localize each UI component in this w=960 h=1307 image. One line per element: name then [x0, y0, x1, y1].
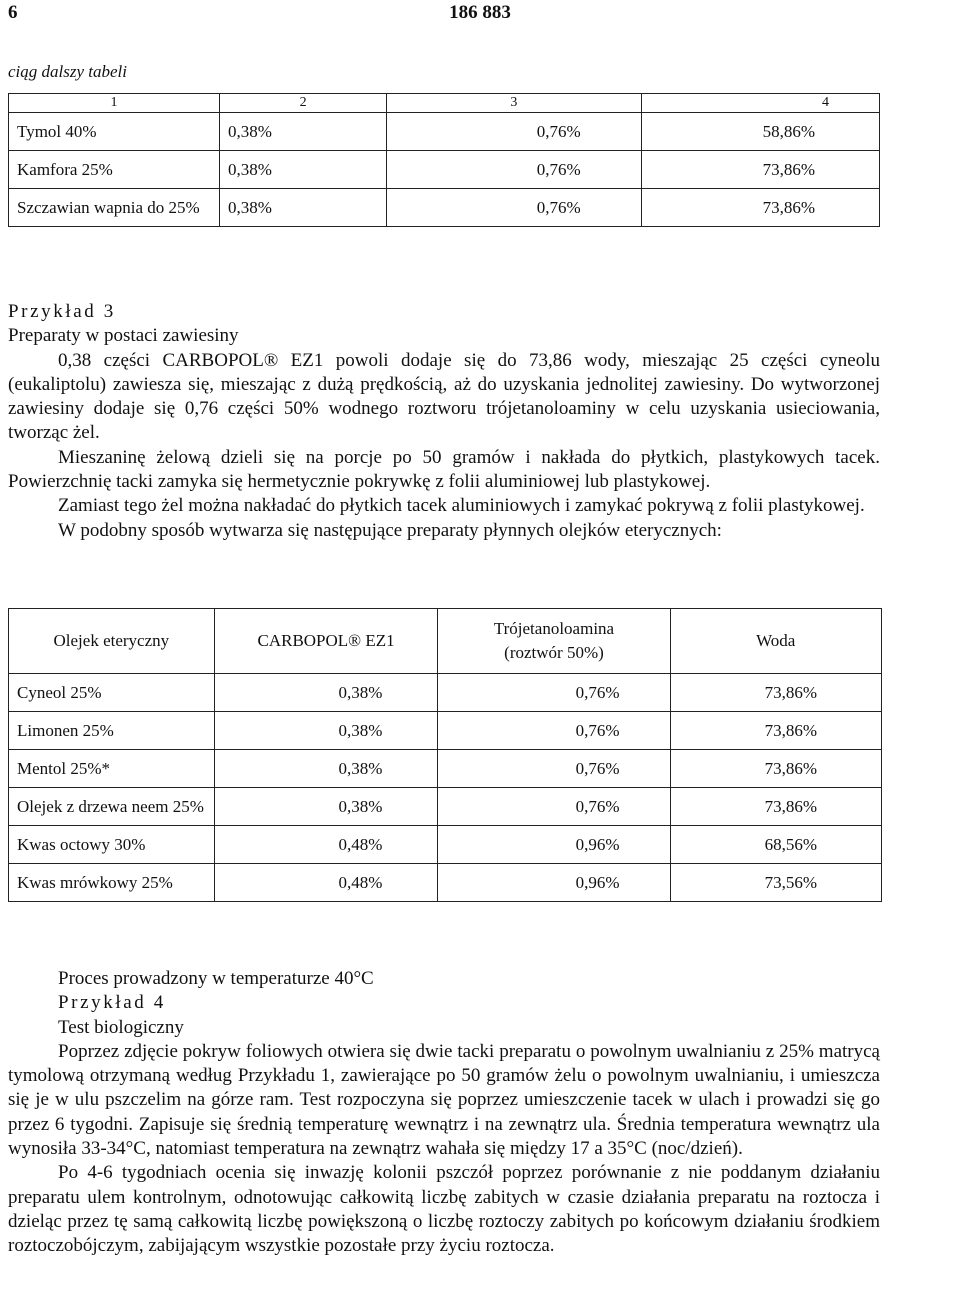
- table-cell: 0,76%: [438, 712, 670, 750]
- table-cell: 0,38%: [214, 674, 438, 712]
- table-cell: 0,76%: [438, 788, 670, 826]
- table-row: [9, 674, 882, 712]
- example-3-heading: Przykład 3: [8, 301, 116, 322]
- table-header-row: [9, 609, 882, 674]
- example-3-paragraph: W podobny sposób wytwarza się następujące preparaty płynnych olejków eterycznych:: [58, 519, 722, 541]
- table-cell: 73,56%: [670, 864, 882, 902]
- example-4-paragraph: Poprzez zdjęcie pokryw foliowych otwiera się dwie tacki preparatu o powolnym uwalnianiu z 25% matrycą tymolową otrzymaną według Przykładu 1, zawierające po 50 gramów żelu o powolnym uwalnianiu, i umieszcza się je w ulu pszczelim na górze ram. Test rozpoczyna się poprzez umieszczenie tacek w ulach i prowadzi się go przez 6 tygodni. Zapisuje się średnią temperaturę wewnątrz i na zewnątrz ula. Średnia temperatura wewnątrz ula wynosiła 33-34°C, natomiast temperatura na zewnątrz wahała się między 17 a 35°C (noc/dzień).: [8, 1040, 880, 1160]
- column-header: [438, 609, 670, 674]
- example-3-paragraph: Mieszaninę żelową dzieli się na porcje po 50 gramów i nakłada do płytkich, plastykowych tacek. Powierzchnię tacki zamyka się hermetycznie pokrywkę z folii aluminiowej lub plastykowej.: [8, 446, 880, 493]
- column-header: 1: [9, 94, 220, 113]
- table-cell: 73,86%: [670, 712, 882, 750]
- table-cell: 58,86%: [641, 113, 879, 151]
- table-cell: 0,48%: [214, 826, 438, 864]
- table-cell: Kwas octowy 30%: [9, 826, 215, 864]
- table-cell: Kwas mrówkowy 25%: [9, 864, 215, 902]
- table-row: [9, 189, 880, 227]
- table-cell: Kamfora 25%: [9, 151, 220, 189]
- table-cell: 0,76%: [387, 113, 641, 151]
- table-row: [9, 151, 880, 189]
- table-cell: 68,56%: [670, 826, 882, 864]
- table-cell: 0,38%: [220, 189, 387, 227]
- table-continued: [8, 93, 880, 227]
- table-cell: 0,38%: [214, 788, 438, 826]
- table-cell: Szczawian wapnia do 25%: [9, 189, 220, 227]
- table-cell: 73,86%: [670, 674, 882, 712]
- table-cell: Cyneol 25%: [9, 674, 215, 712]
- table-cell: 0,96%: [438, 864, 670, 902]
- table-header-row: [9, 94, 880, 113]
- table-row: [9, 788, 882, 826]
- table-cell: 0,76%: [438, 674, 670, 712]
- patent-number: 186 883: [449, 2, 511, 23]
- example-4-heading: Przykład 4: [58, 992, 166, 1014]
- table-cell: 0,38%: [214, 750, 438, 788]
- table-row: [9, 113, 880, 151]
- table-cell: 0,38%: [220, 113, 387, 151]
- table-cell: 0,38%: [220, 151, 387, 189]
- column-header-line: Trójetanoloamina: [493, 619, 615, 638]
- table-cell: 73,86%: [670, 750, 882, 788]
- example-4-paragraph: Po 4-6 tygodniach ocenia się inwazję kolonii pszczół poprzez porównanie z nie poddanym działaniu preparatu ulem kontrolnym, odnotowując całkowitą liczbę zabitych w czasie działania preparatu na roztocza i dzieląc przez tę samą całkowitą liczbę powiększoną o liczbę roztoczy zabitych po końcowym działaniu środkiem roztoczobójczym, zabijającym wszystkie pozostałe przy życiu roztocza.: [8, 1162, 880, 1257]
- table-cell: 0,76%: [387, 189, 641, 227]
- table-cell: Limonen 25%: [9, 712, 215, 750]
- table-continuation-label: ciąg dalszy tabeli: [8, 62, 127, 81]
- table-cell: Tymol 40%: [9, 113, 220, 151]
- table-cell: 73,86%: [641, 151, 879, 189]
- table-cell: 0,76%: [387, 151, 641, 189]
- essential-oils-table: [8, 608, 882, 902]
- example-3-paragraph: 0,38 części CARBOPOL® EZ1 powoli dodaje się do 73,86 wody, mieszając 25 części cyneolu (eukaliptolu) zawiesza się, mieszając z dużą prędkością, aż do uzyskania jednolitej zawiesiny. Do wytworzonej zawiesiny dodaje się 0,76 części 50% wodnego roztworu trójetanoloaminy w celu uzyskania usieciowania, tworząc żel.: [8, 349, 880, 444]
- table-cell: 73,86%: [641, 189, 879, 227]
- table-cell: 0,38%: [214, 712, 438, 750]
- example-3-subheading: Preparaty w postaci zawiesiny: [8, 325, 239, 347]
- table-cell: 0,76%: [438, 750, 670, 788]
- table-cell: Olejek z drzewa neem 25%: [9, 788, 215, 826]
- column-header: 2: [220, 94, 387, 113]
- column-header: CARBOPOL® EZ1: [214, 609, 438, 674]
- example-4-section: [8, 967, 880, 1259]
- table-cell: 0,96%: [438, 826, 670, 864]
- column-header-line: (roztwór 50%): [504, 643, 604, 662]
- column-header: Olejek eteryczny: [9, 609, 215, 674]
- table-row: [9, 712, 882, 750]
- example-3-section: [8, 300, 880, 543]
- table-row: [9, 826, 882, 864]
- example-4-subheading: Test biologiczny: [58, 1016, 184, 1038]
- table-cell: Mentol 25%*: [9, 750, 215, 788]
- column-header: 3: [387, 94, 641, 113]
- column-header: 4: [641, 94, 879, 113]
- table-cell: 0,48%: [214, 864, 438, 902]
- example-3-paragraph: Zamiast tego żel można nakładać do płytkich tacek aluminiowych i zamykać pokrywą z folii plastykowej.: [58, 495, 865, 517]
- column-header: Woda: [670, 609, 882, 674]
- process-note: Proces prowadzony w temperaturze 40°C: [58, 968, 374, 989]
- page-number: 6: [8, 2, 18, 23]
- table-cell: 73,86%: [670, 788, 882, 826]
- table-row: [9, 864, 882, 902]
- table-row: [9, 750, 882, 788]
